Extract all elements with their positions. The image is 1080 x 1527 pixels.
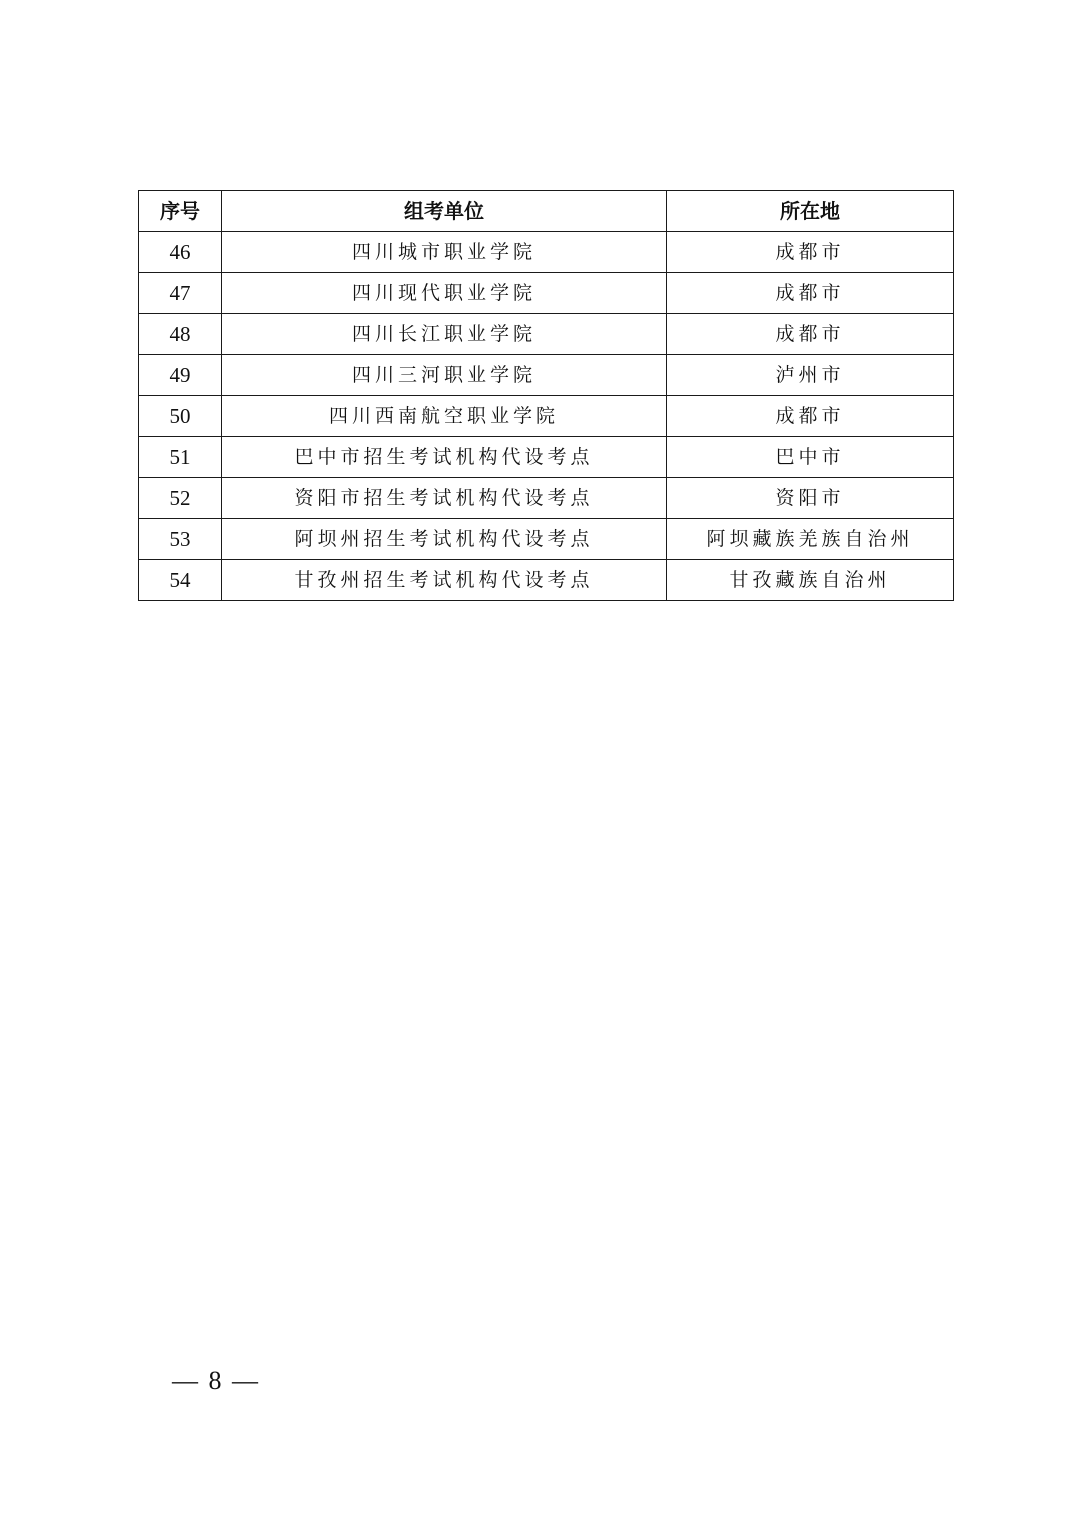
- row-name: 巴中市招生考试机构代设考点: [222, 437, 667, 478]
- row-name: 四川现代职业学院: [222, 273, 667, 314]
- table-row: [139, 232, 954, 273]
- table-row: [139, 519, 954, 560]
- row-location: 资阳市: [667, 478, 954, 519]
- row-name: 四川三河职业学院: [222, 355, 667, 396]
- row-num: 47: [139, 273, 222, 314]
- header-name: 组考单位: [222, 191, 667, 232]
- row-name: 阿坝州招生考试机构代设考点: [222, 519, 667, 560]
- header-num: 序号: [139, 191, 222, 232]
- row-num: 49: [139, 355, 222, 396]
- row-num: 52: [139, 478, 222, 519]
- row-num: 46: [139, 232, 222, 273]
- row-name: 四川长江职业学院: [222, 314, 667, 355]
- row-name: 甘孜州招生考试机构代设考点: [222, 560, 667, 601]
- row-num: 51: [139, 437, 222, 478]
- row-location: 成都市: [667, 314, 954, 355]
- row-location: 成都市: [667, 232, 954, 273]
- row-num: 50: [139, 396, 222, 437]
- table-row: [139, 437, 954, 478]
- header-location: 所在地: [667, 191, 954, 232]
- page-number: — 8 —: [172, 1366, 260, 1395]
- table-row: [139, 478, 954, 519]
- table-row: [139, 396, 954, 437]
- row-location: 成都市: [667, 273, 954, 314]
- table-row: [139, 560, 954, 601]
- exam-units-table: [138, 190, 954, 601]
- table-row: [139, 314, 954, 355]
- row-name: 四川城市职业学院: [222, 232, 667, 273]
- row-location: 巴中市: [667, 437, 954, 478]
- row-name: 四川西南航空职业学院: [222, 396, 667, 437]
- table-row: [139, 273, 954, 314]
- row-location: 成都市: [667, 396, 954, 437]
- row-location: 泸州市: [667, 355, 954, 396]
- row-num: 54: [139, 560, 222, 601]
- table-row: [139, 355, 954, 396]
- row-location: 阿坝藏族羌族自治州: [667, 519, 954, 560]
- row-num: 53: [139, 519, 222, 560]
- row-num: 48: [139, 314, 222, 355]
- table-header-row: [139, 191, 954, 232]
- row-name: 资阳市招生考试机构代设考点: [222, 478, 667, 519]
- row-location: 甘孜藏族自治州: [667, 560, 954, 601]
